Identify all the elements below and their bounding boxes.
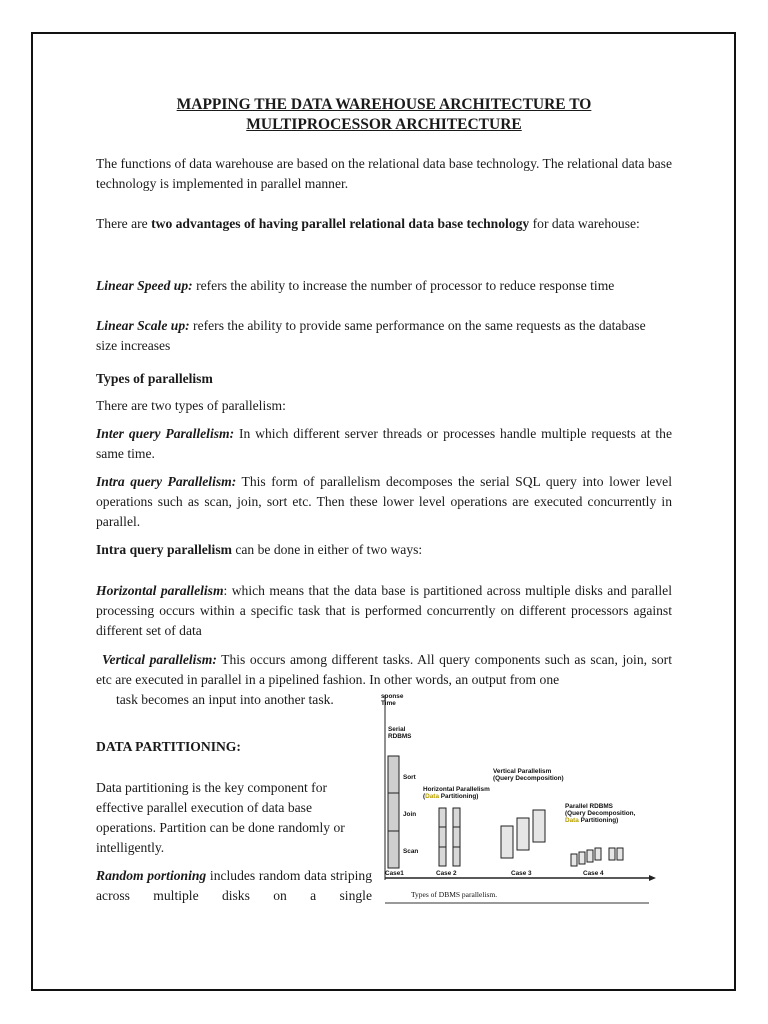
intra-term: Intra query Parallelism: <box>96 474 237 489</box>
inter-term: Inter query Parallelism: <box>96 426 235 441</box>
case4-box-2 <box>579 852 585 864</box>
horiz-text: : which means that the data base is partitioned across multiple disks and parallel processing occurs within a specific task that is performed concurrently on different processors against different set of data <box>96 583 672 638</box>
case4-box-6 <box>617 848 623 860</box>
speedup-text: refers the ability to increase the number of processor to reduce response time <box>192 278 615 293</box>
data-partitioning-heading: DATA PARTITIONING: <box>96 739 241 754</box>
random-term: Random portioning <box>96 868 207 883</box>
intra-paragraph <box>96 472 672 532</box>
vert-text: This occurs among different tasks. All query components such as scan, join, sort etc are executed in parallel in a pipelined fashion. In other words, an output from one <box>96 652 672 687</box>
horizontal-label-2-post: Partitioning) <box>439 793 479 800</box>
horizontal-label-1: Horizontal Parallelism <box>423 786 490 793</box>
horizontal-label-2-pre: ( <box>423 793 426 800</box>
scaleup-text: refers the ability to provide same performance on the same requests as the database size increases <box>96 318 646 353</box>
vertical-paragraph-end: task becomes an input into another task. <box>116 692 334 707</box>
speedup-paragraph <box>96 276 648 296</box>
horiz-term: Horizontal parallelism <box>96 583 224 598</box>
serial-label-1: Serial <box>388 726 406 733</box>
random-portioning-paragraph <box>96 866 372 906</box>
case4-box-4 <box>595 848 601 860</box>
intra-ways-paragraph <box>96 540 672 560</box>
case4-label: Case 4 <box>583 870 604 877</box>
advantages-paragraph <box>96 214 672 234</box>
vertical-label-2: (Query Decomposition) <box>493 775 564 782</box>
join-label: Join <box>403 811 417 818</box>
figure-caption: Types of DBMS parallelism. <box>411 890 498 899</box>
case1-label: Case1 <box>385 870 404 877</box>
random-text: includes random data striping across multiple disks on a single <box>96 868 372 903</box>
parallel-label-1: Parallel RDBMS <box>565 803 613 810</box>
horizontal-label-2-yellow: Data <box>425 793 439 800</box>
parallel-label-3-post: Partitioning) <box>578 817 619 824</box>
case3-label: Case 3 <box>511 870 532 877</box>
case3-bar-2 <box>517 818 529 850</box>
types-intro: There are two types of parallelism: <box>96 398 286 413</box>
speedup-term: Linear Speed up: <box>96 278 193 293</box>
case2-label: Case 2 <box>436 870 457 877</box>
title-line-2: MULTIPROCESSOR ARCHITECTURE <box>246 116 522 133</box>
case1-bar <box>388 756 399 868</box>
case3-bar-1 <box>501 826 513 858</box>
case4-box-5 <box>609 848 615 860</box>
data-partitioning-paragraph: Data partitioning is the key component for effective parallel execution of data base operations. Partition can be done randomly or intelligently. <box>96 780 345 855</box>
title-line-1: MAPPING THE DATA WAREHOUSE ARCHITECTURE TO <box>176 96 592 113</box>
horizontal-paragraph <box>96 581 672 641</box>
case2-bar-1 <box>439 808 446 866</box>
case4-box-1 <box>571 854 577 866</box>
axis-label-2: Time <box>381 700 396 707</box>
intra-ways-text: can be done in either of two ways: <box>231 542 423 557</box>
intro-paragraph: The functions of data warehouse are based on the relational data base technology. The relational data base technology is implemented in parallel manner. <box>96 156 672 191</box>
case2-bar-2 <box>453 808 460 866</box>
parallel-label-2: (Query Decomposition, <box>565 810 636 817</box>
axis-label-1: sponse <box>381 693 404 700</box>
sort-label: Sort <box>403 774 416 781</box>
scaleup-term: Linear Scale up: <box>96 318 190 333</box>
types-heading: Types of parallelism <box>96 371 213 386</box>
scan-label: Scan <box>403 848 419 855</box>
case4-box-3 <box>587 850 593 862</box>
horizontal-label-2 <box>423 793 478 800</box>
inter-text: In which different server threads or processes handle multiple requests at the same time. <box>96 426 672 461</box>
adv-pre: There are <box>96 216 152 231</box>
dbms-parallelism-figure <box>383 690 659 905</box>
vertical-paragraph <box>96 650 672 690</box>
inter-paragraph <box>96 424 672 464</box>
vert-term: Vertical parallelism: <box>102 652 217 667</box>
serial-label-2: RDBMS <box>388 733 412 740</box>
page-title <box>96 95 672 135</box>
parallel-label-3 <box>565 817 618 824</box>
adv-bold: two advantages of having parallel relational data base technology <box>151 216 530 231</box>
figure-x-axis-arrow <box>649 875 656 881</box>
case3-bar-3 <box>533 810 545 842</box>
intra-text: This form of parallelism decomposes the serial SQL query into lower level operations such as scan, join, sort etc. Then these lower level operations are executed concurrently in parallel. <box>96 474 672 529</box>
scaleup-paragraph <box>96 316 656 356</box>
parallel-label-3-yellow: Data <box>565 817 579 824</box>
vertical-label-1: Vertical Parallelism <box>493 768 552 775</box>
intra-ways-bold: Intra query parallelism <box>96 542 232 557</box>
adv-post: for data warehouse: <box>529 216 640 231</box>
